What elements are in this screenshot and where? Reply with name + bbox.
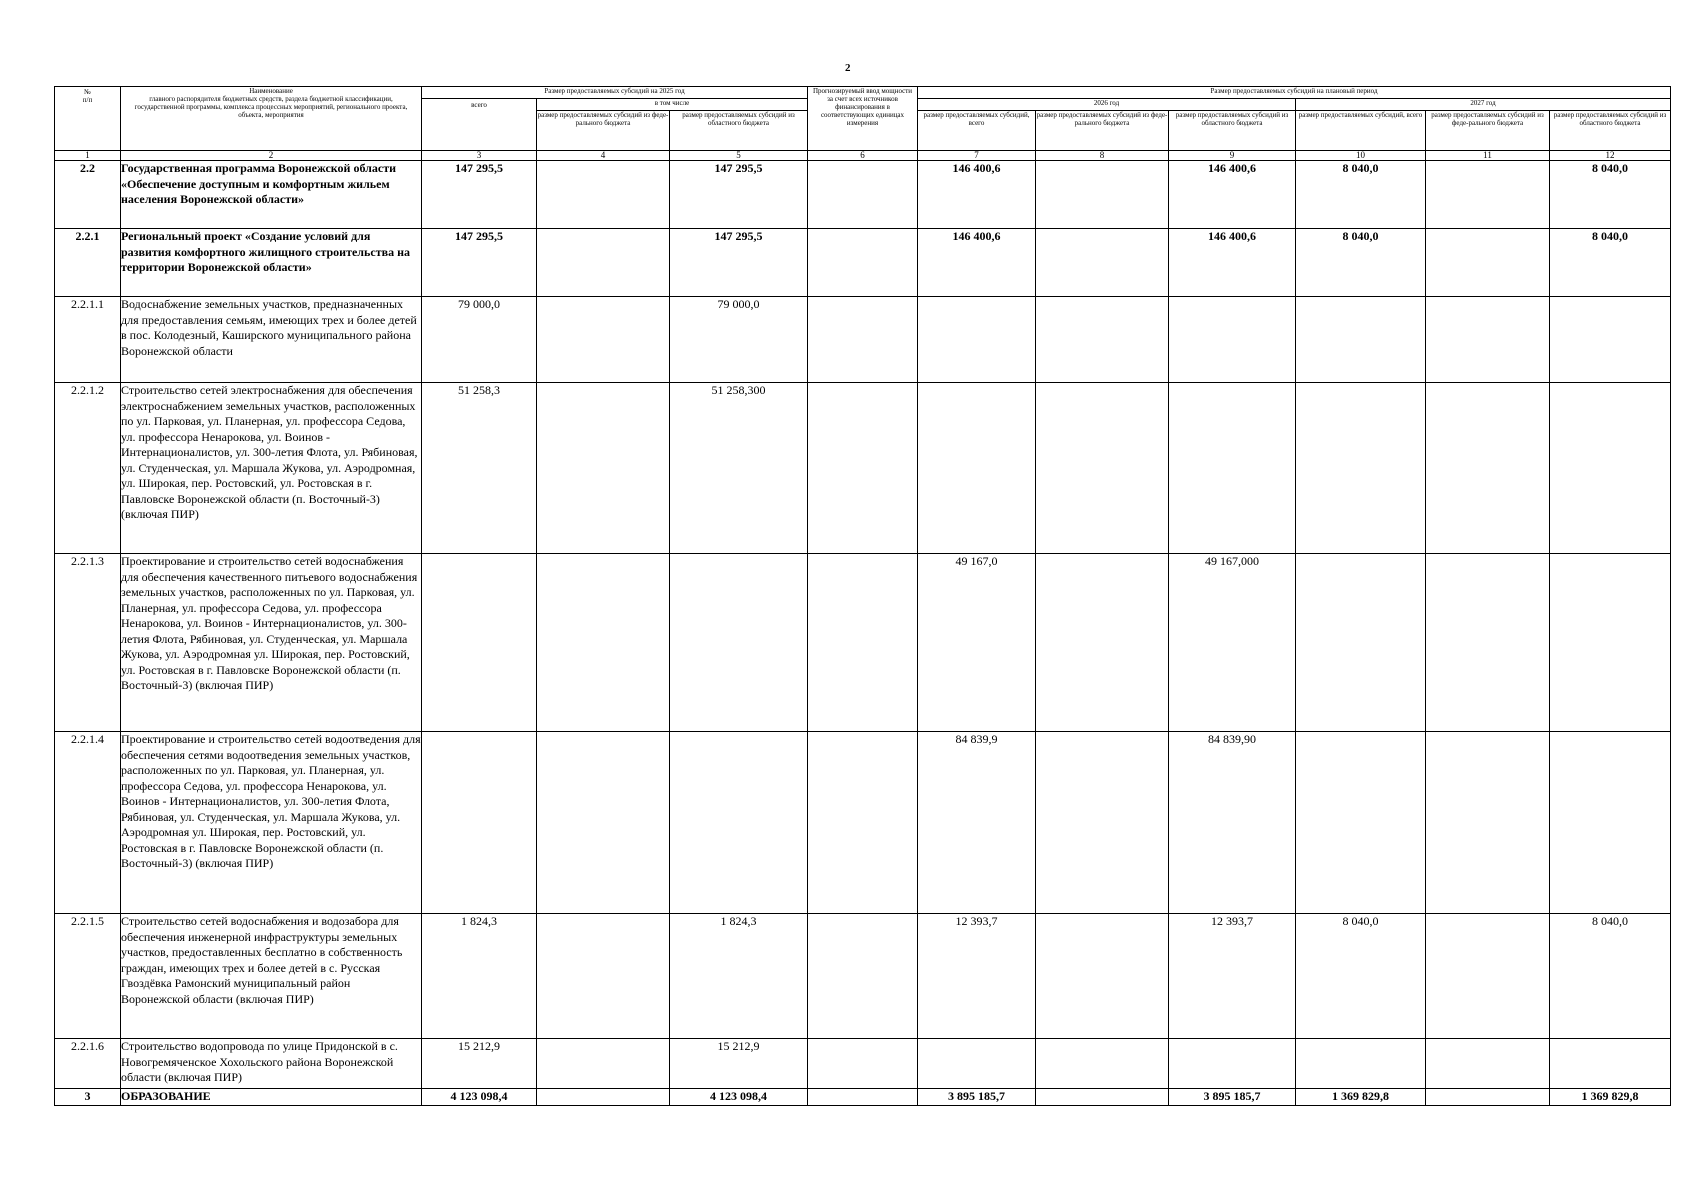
cell-federal-2026 [1036,914,1169,1039]
cell-total-2027: 8 040,0 [1296,161,1426,229]
cell-federal-2027 [1426,1089,1550,1106]
cell-capacity [808,1089,918,1106]
cell-federal-2026 [1036,229,1169,297]
cell-regional-2026 [1169,383,1296,554]
cell-total-2025: 4 123 098,4 [422,1089,537,1106]
cell-federal-2025 [537,554,670,732]
cell-federal-2027 [1426,554,1550,732]
table-row [55,229,1671,297]
cell-federal-2025 [537,161,670,229]
header-including: в том числе [537,99,808,111]
row-name: Строительство сетей электроснабжения для обеспечения электроснабжением земельных участков, расположенных по ул. Парковая, ул. Планерная, ул. профессора Седова, ул. профессора Ненарокова, ул. Воинов - Интернационалистов, ул. 300-летия Флота, ул. Рябиновая, ул. Студенческая, ул. Маршала Жукова, ул. Аэродромная, ул. Широкая, пер. Ростовский, ул. Ростовская в г. Павловске Воронежской области (п. Восточный-3) (включая ПИР) [121,383,422,554]
table-row [55,554,1671,732]
cell-federal-2025 [537,732,670,914]
cell-total-2025 [422,732,537,914]
row-code: 2.2 [55,161,121,229]
cell-regional-2026 [1169,297,1296,383]
cell-total-2027: 8 040,0 [1296,914,1426,1039]
header-2027-regional: размер предоставляемых субсидий из областного бюджета [1550,111,1671,151]
cell-regional-2026: 12 393,7 [1169,914,1296,1039]
cell-total-2026 [918,383,1036,554]
cell-capacity [808,914,918,1039]
column-number: 8 [1036,151,1169,161]
cell-federal-2027 [1426,1039,1550,1089]
cell-federal-2026 [1036,1089,1169,1106]
header-year-2026: 2026 год [918,99,1296,111]
cell-federal-2025 [537,229,670,297]
cell-regional-2026: 3 895 185,7 [1169,1089,1296,1106]
cell-federal-2027 [1426,229,1550,297]
cell-capacity [808,383,918,554]
header-2026-regional: размер предоставляемых субсидий из областного бюджета [1169,111,1296,151]
cell-capacity [808,554,918,732]
table-row [55,161,1671,229]
cell-federal-2027 [1426,383,1550,554]
column-number: 4 [537,151,670,161]
column-number: 9 [1169,151,1296,161]
row-code: 2.2.1.6 [55,1039,121,1089]
cell-capacity [808,297,918,383]
row-code: 2.2.1.2 [55,383,121,554]
cell-total-2026 [918,1039,1036,1089]
cell-capacity [808,1039,918,1089]
cell-total-2026: 84 839,9 [918,732,1036,914]
column-number: 6 [808,151,918,161]
cell-capacity [808,161,918,229]
cell-federal-2025 [537,914,670,1039]
cell-federal-2026 [1036,1039,1169,1089]
cell-total-2026: 49 167,0 [918,554,1036,732]
cell-regional-2025 [670,554,808,732]
row-code: 2.2.1.1 [55,297,121,383]
cell-regional-2025 [670,732,808,914]
cell-federal-2025 [537,383,670,554]
cell-federal-2027 [1426,732,1550,914]
cell-regional-2027: 8 040,0 [1550,229,1671,297]
cell-regional-2025: 51 258,300 [670,383,808,554]
row-name: Проектирование и строительство сетей водоснабжения для обеспечения качественного питьевого водоснабжения земельных участков, расположенных по ул. Парковая, ул. Планерная, ул. профессора Седова, ул. профессора Ненарокова, ул. Воинов - Интернационалистов, ул. 300-летия Флота, Рябиновая, ул. Студенческая, ул. Маршала Жукова, ул. Аэродромная ул. Широкая, пер. Ростовский, ул. Ростовская в г. Павловске Воронежской области (п. Восточный-3) (включая ПИР) [121,554,422,732]
column-number: 2 [121,151,422,161]
column-number: 10 [1296,151,1426,161]
table-row [55,732,1671,914]
header-num: № п/п [55,87,121,151]
cell-total-2025: 1 824,3 [422,914,537,1039]
cell-total-2025: 15 212,9 [422,1039,537,1089]
cell-regional-2027 [1550,554,1671,732]
cell-federal-2027 [1426,161,1550,229]
cell-total-2026: 3 895 185,7 [918,1089,1036,1106]
cell-federal-2026 [1036,732,1169,914]
header-2026-federal: размер предоставляемых субсидий из феде-рального бюджета [1036,111,1169,151]
column-number-row [55,151,1671,161]
cell-regional-2027: 1 369 829,8 [1550,1089,1671,1106]
header-capacity: Прогнозируемый ввод мощности за счет всех источников финансирования в соответствующих единицах измерения [808,87,918,151]
row-name: ОБРАЗОВАНИЕ [121,1089,422,1106]
cell-capacity [808,229,918,297]
cell-total-2025 [422,554,537,732]
column-number: 11 [1426,151,1550,161]
row-code: 2.2.1 [55,229,121,297]
cell-total-2027 [1296,297,1426,383]
cell-total-2025: 147 295,5 [422,229,537,297]
header-2027-federal: размер предоставляемых субсидий из феде-рального бюджета [1426,111,1550,151]
cell-regional-2025: 1 824,3 [670,914,808,1039]
header-2027-total: размер предоставляемых субсидий, всего [1296,111,1426,151]
header-federal-share: размер предоставляемых субсидий из феде-рального бюджета [537,111,670,151]
cell-regional-2027 [1550,732,1671,914]
table-header [55,87,1671,161]
cell-total-2026: 12 393,7 [918,914,1036,1039]
cell-total-2026: 146 400,6 [918,229,1036,297]
row-name: Государственная программа Воронежской области «Обеспечение доступным и комфортным жильем населения Воронежской области» [121,161,422,229]
cell-federal-2027 [1426,914,1550,1039]
header-planned-period: Размер предоставляемых субсидий на плановый период [918,87,1671,99]
header-total: всего [422,99,537,151]
cell-federal-2026 [1036,554,1169,732]
table-body [55,161,1671,1106]
table-row [55,914,1671,1039]
row-name: Водоснабжение земельных участков, предназначенных для предоставления семьям, имеющих трех и более детей в пос. Колодезный, Каширского муниципального района Воронежской области [121,297,422,383]
cell-regional-2025: 4 123 098,4 [670,1089,808,1106]
subsidy-table [54,86,1671,1106]
page-number: 2 [845,62,851,74]
table-row [55,297,1671,383]
column-number: 7 [918,151,1036,161]
cell-total-2026: 146 400,6 [918,161,1036,229]
header-year-2027: 2027 год [1296,99,1671,111]
cell-total-2025: 79 000,0 [422,297,537,383]
cell-federal-2026 [1036,297,1169,383]
cell-regional-2025: 147 295,5 [670,229,808,297]
table-row [55,1039,1671,1089]
row-name: Строительство водопровода по улице Придонской в с. Новогремяченское Хохольского района Воронежской области (включая ПИР) [121,1039,422,1089]
cell-regional-2027: 8 040,0 [1550,161,1671,229]
cell-regional-2027 [1550,383,1671,554]
table-row-total [55,1089,1671,1106]
cell-regional-2026: 146 400,6 [1169,229,1296,297]
column-number: 1 [55,151,121,161]
cell-federal-2027 [1426,297,1550,383]
column-number: 5 [670,151,808,161]
row-code: 2.2.1.3 [55,554,121,732]
cell-regional-2025: 15 212,9 [670,1039,808,1089]
cell-federal-2025 [537,297,670,383]
header-name: Наименование главного распорядителя бюджетных средств, раздела бюджетной классификации, государственной программы, комплекса процессных мероприятий, регионального проекта, объекта, мероприятия [121,87,422,151]
row-name: Региональный проект «Создание условий для развития комфортного жилищного строительства на территории Воронежской области» [121,229,422,297]
cell-regional-2027 [1550,297,1671,383]
column-number: 12 [1550,151,1671,161]
header-2026-total: размер предоставляемых субсидий, всего [918,111,1036,151]
cell-capacity [808,732,918,914]
cell-regional-2025: 147 295,5 [670,161,808,229]
row-code: 2.2.1.4 [55,732,121,914]
cell-total-2025: 147 295,5 [422,161,537,229]
cell-regional-2025: 79 000,0 [670,297,808,383]
cell-total-2026 [918,297,1036,383]
cell-total-2027 [1296,554,1426,732]
cell-regional-2027: 8 040,0 [1550,914,1671,1039]
cell-total-2027: 1 369 829,8 [1296,1089,1426,1106]
cell-regional-2026: 49 167,000 [1169,554,1296,732]
cell-federal-2025 [537,1039,670,1089]
cell-total-2027 [1296,732,1426,914]
cell-federal-2025 [537,1089,670,1106]
row-name: Строительство сетей водоснабжения и водозабора для обеспечения инженерной инфраструктуры земельных участков, предоставленных бесплатно в собственность граждан, имеющих трех и более детей в с. Русская Гвоздёвка Рамонский муниципальный район Воронежской области (включая ПИР) [121,914,422,1039]
row-code: 3 [55,1089,121,1106]
table-row [55,383,1671,554]
row-code: 2.2.1.5 [55,914,121,1039]
cell-regional-2026: 146 400,6 [1169,161,1296,229]
column-number: 3 [422,151,537,161]
cell-regional-2026: 84 839,90 [1169,732,1296,914]
row-name: Проектирование и строительство сетей водоотведения для обеспечения сетями водоотведения земельных участков, расположенных по ул. Парковая, ул. Планерная, ул. профессора Седова, ул. профессора Ненарокова, ул. Воинов - Интернационалистов, ул. 300-летия Флота, Рябиновая, ул. Студенческая, ул. Маршала Жукова, ул. Аэродромная ул. Широкая, пер. Ростовский, ул. Ростовская в г. Павловске Воронежской области (п. Восточный-3) (включая ПИР) [121,732,422,914]
cell-regional-2026 [1169,1039,1296,1089]
cell-total-2027: 8 040,0 [1296,229,1426,297]
cell-regional-2027 [1550,1039,1671,1089]
cell-federal-2026 [1036,161,1169,229]
cell-total-2027 [1296,383,1426,554]
cell-total-2025: 51 258,3 [422,383,537,554]
cell-federal-2026 [1036,383,1169,554]
header-size-2025: Размер предоставляемых субсидий на 2025 год [422,87,808,99]
header-regional-share: размер предоставляемых субсидий из областного бюджета [670,111,808,151]
cell-total-2027 [1296,1039,1426,1089]
